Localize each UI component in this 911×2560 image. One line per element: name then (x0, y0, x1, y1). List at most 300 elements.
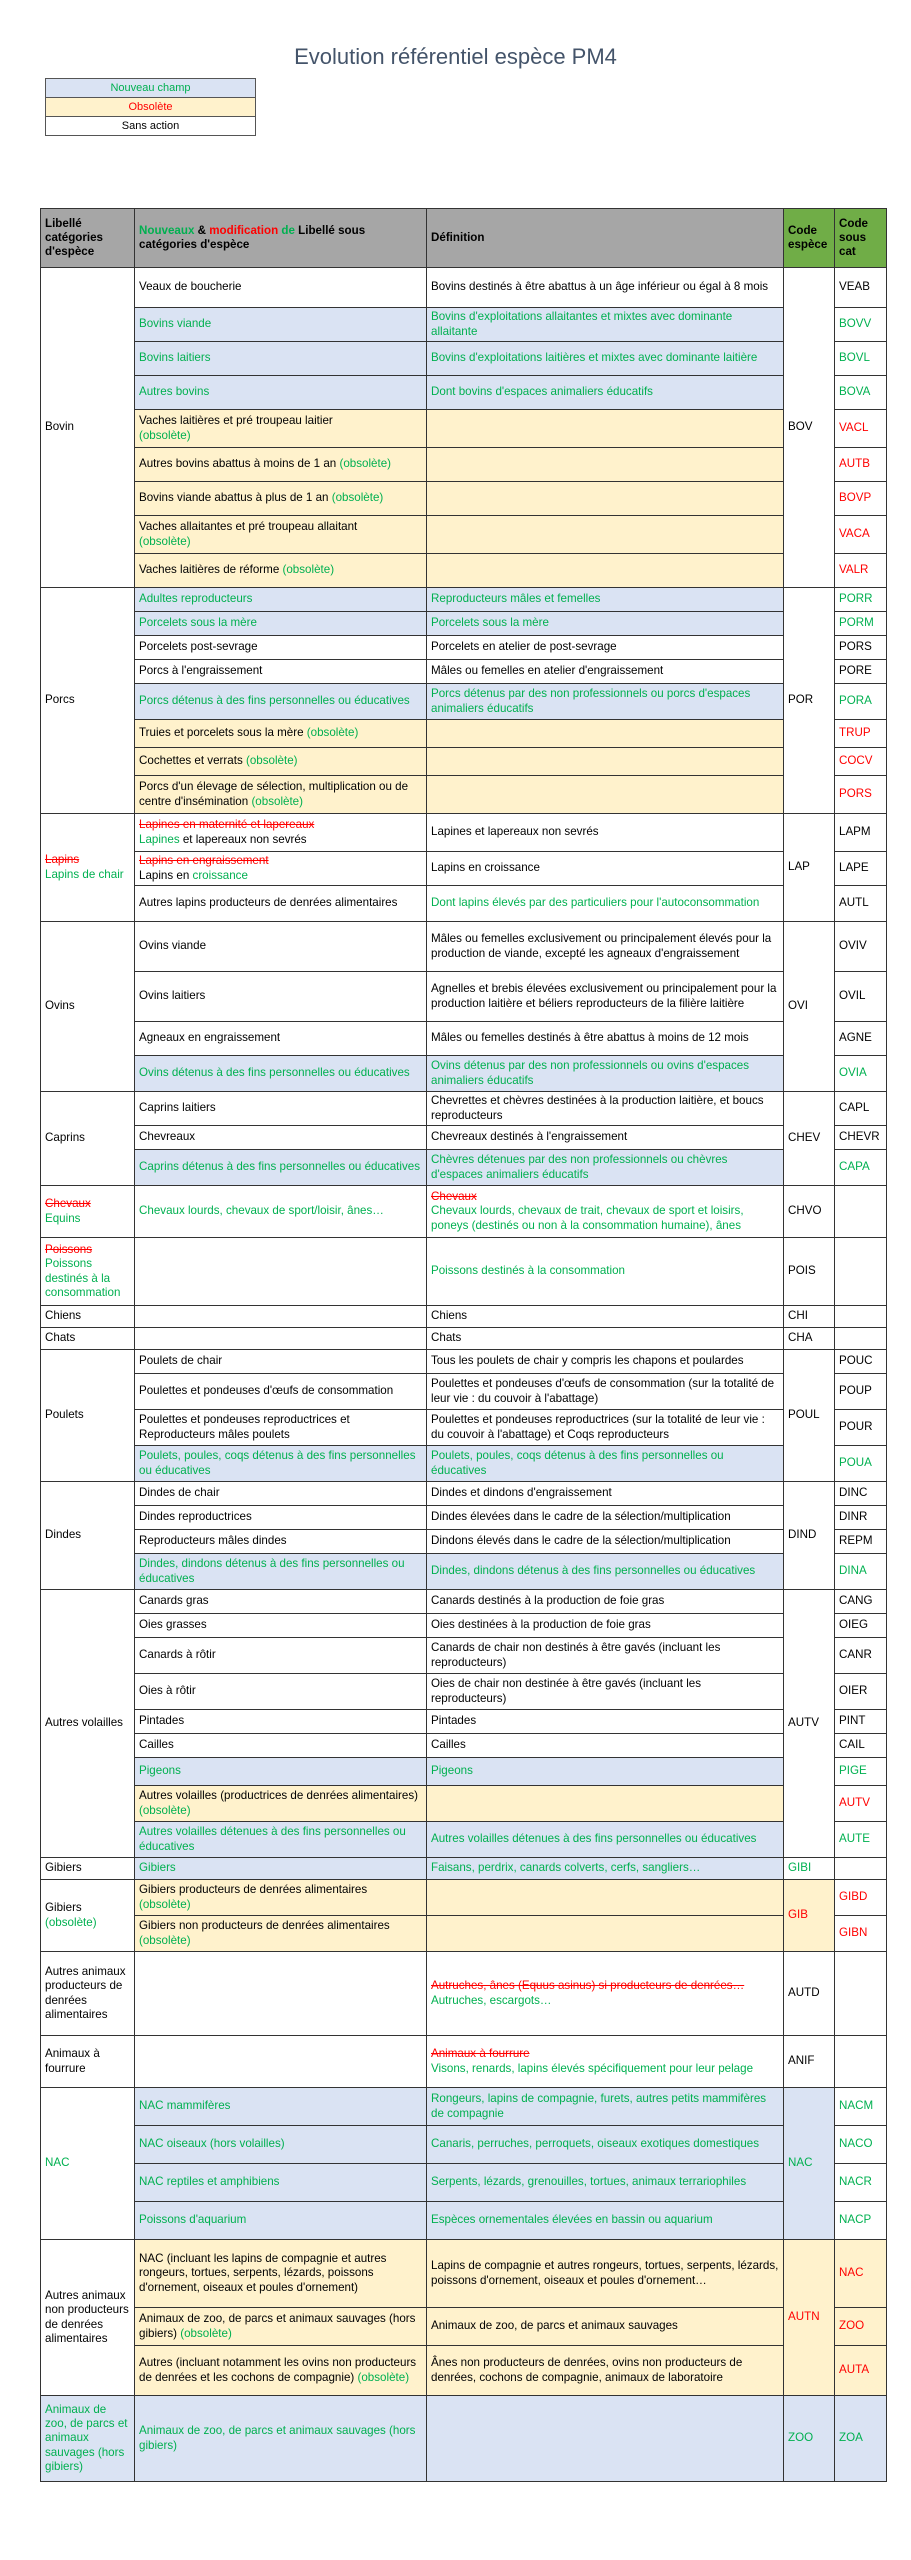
header-new: Nouveaux (139, 223, 195, 237)
subcategory: Chevaux lourds, chevaux de sport/loisir, ânes… (135, 1186, 427, 1238)
subcat-code (835, 1952, 887, 2036)
subcategory: Chevreaux (135, 1126, 427, 1150)
subcat-code: AUTB (835, 448, 887, 482)
subcategory: Poulets de chair (135, 1350, 427, 1374)
table-row (41, 1126, 887, 1150)
definition (427, 482, 784, 516)
label-rest: et lapereaux non sevrés (179, 832, 307, 846)
definition: Serpents, lézards, grenouilles, tortues, animaux terrariophiles (427, 2164, 784, 2202)
species-code: CHEV (784, 1092, 835, 1186)
table-row (41, 1328, 887, 1350)
table-row (41, 448, 887, 482)
subcat-code: PORE (835, 660, 887, 684)
subcat-code: CAPL (835, 1092, 887, 1126)
table-row (41, 776, 887, 814)
subcategory: Oies à rôtir (135, 1674, 427, 1710)
subcategory (135, 2308, 427, 2346)
subcategory: Pintades (135, 1710, 427, 1734)
definition (427, 516, 784, 554)
category-label: Ovins (41, 922, 135, 1092)
definition: Mâles ou femelles exclusivement ou principalement élevés pour la production de viande, excepté les agneaux d'engraissement (427, 922, 784, 972)
obsolete-tag: (obsolète) (245, 754, 298, 768)
species-code: BOV (784, 268, 835, 588)
table-row (41, 660, 887, 684)
subcategory (135, 1328, 427, 1350)
subcategory (135, 2346, 427, 2396)
new-label: Autruches, escargots… (431, 1993, 552, 2007)
category-label: Animaux de zoo, de parcs et animaux sauvages (hors gibiers) (41, 2396, 135, 2482)
old-label: Lapins (45, 853, 80, 867)
definition: Lapins en croissance (427, 852, 784, 886)
table-row (41, 1306, 887, 1328)
subcategory (135, 1880, 427, 1916)
table-row (41, 972, 887, 1022)
subcat-code: POUA (835, 1446, 887, 1482)
definition (427, 410, 784, 448)
header-amp: & (194, 223, 210, 237)
definition: Dindons élevés dans le cadre de la sélection/multiplication (427, 1530, 784, 1554)
subcategory (135, 776, 427, 814)
new-label: Equins (45, 1211, 81, 1225)
subcat-code: VACL (835, 410, 887, 448)
table-row (41, 1374, 887, 1410)
subcategory (135, 748, 427, 776)
subcat-code: ZOO (835, 2308, 887, 2346)
subcategory: Oies grasses (135, 1614, 427, 1638)
subcat-code: NACP (835, 2202, 887, 2240)
table-row (41, 1410, 887, 1446)
subcategory: Cailles (135, 1734, 427, 1758)
subcategory-text: Gibiers producteurs de denrées alimentaires (139, 1883, 368, 1897)
subcat-code: PORS (835, 636, 887, 660)
table-row (41, 2346, 887, 2396)
subcat-code: CANG (835, 1590, 887, 1614)
table-row (41, 1916, 887, 1952)
table-row (41, 886, 887, 922)
subcat-code: POUP (835, 1374, 887, 1410)
table-row (41, 1880, 887, 1916)
definition: Porcelets sous la mère (427, 612, 784, 636)
header-species-code: Code espèce (784, 209, 835, 268)
definition (427, 1186, 784, 1238)
definition: Chevreaux destinés à l'engraissement (427, 1126, 784, 1150)
table-row (41, 410, 887, 448)
obsolete-tag: (obsolète) (139, 1897, 191, 1911)
table-row (41, 1238, 887, 1306)
definition: Cailles (427, 1734, 784, 1758)
category-label: Bovin (41, 268, 135, 588)
header-de: de (278, 223, 299, 237)
header-label: Libellé sous catégories d'espèce (139, 223, 366, 251)
category-label: Chiens (41, 1306, 135, 1328)
header-subcategory (135, 209, 427, 268)
species-code: GIB (784, 1880, 835, 1952)
subcategory (135, 1916, 427, 1952)
definition: Dont lapins élevés par des particuliers pour l'autoconsommation (427, 886, 784, 922)
old-label: Chevaux (431, 1190, 477, 1204)
table-row (41, 1758, 887, 1786)
subcat-code: DINA (835, 1554, 887, 1590)
subcategory: Ovins détenus à des fins personnelles ou éducatives (135, 1056, 427, 1092)
table-row (41, 1350, 887, 1374)
definition (427, 2036, 784, 2088)
legend (45, 78, 256, 136)
subcategory: Poulets, poules, coqs détenus à des fins personnelles ou éducatives (135, 1446, 427, 1482)
table-row (41, 1530, 887, 1554)
definition: Canards destinés à la production de foie gras (427, 1590, 784, 1614)
subcat-code: GIBD (835, 1880, 887, 1916)
definition: Faisans, perdrix, canards colverts, cerfs, sangliers… (427, 1858, 784, 1880)
definition: Animaux de zoo, de parcs et animaux sauvages (427, 2308, 784, 2346)
subcat-code: POUC (835, 1350, 887, 1374)
subcategory-text: Truies et porcelets sous la mère (139, 726, 304, 740)
old-label: Animaux à fourrure (431, 2047, 530, 2061)
old-label: Lapines en maternité et lapereaux (139, 818, 315, 832)
table-row (41, 1590, 887, 1614)
definition: Poulettes et pondeuses reproductrices (sur la totalité de leur vie : du couvoir à l'abattage) et Coqs reproducteurs (427, 1410, 784, 1446)
subcategory: Caprins détenus à des fins personnelles ou éducatives (135, 1150, 427, 1186)
table-row (41, 342, 887, 376)
species-code: LAP (784, 814, 835, 922)
table-row (41, 1614, 887, 1638)
subcat-code: BOVL (835, 342, 887, 376)
definition: Canaris, perruches, perroquets, oiseaux exotiques domestiques (427, 2126, 784, 2164)
table-row (41, 2126, 887, 2164)
subcategory: Dindes, dindons détenus à des fins personnelles ou éducatives (135, 1554, 427, 1590)
species-code: AUTV (784, 1590, 835, 1858)
species-code: POR (784, 588, 835, 814)
subcat-code: NACM (835, 2088, 887, 2126)
definition (427, 776, 784, 814)
subcat-code: BOVV (835, 308, 887, 342)
subcategory-text: Vaches allaitantes et pré troupeau allaitant (139, 520, 358, 534)
species-code: ZOO (784, 2396, 835, 2482)
subcat-code: POUR (835, 1410, 887, 1446)
category-label (41, 814, 135, 922)
subcategory: Poissons d'aquarium (135, 2202, 427, 2240)
table-row (41, 2240, 887, 2308)
definition: Chiens (427, 1306, 784, 1328)
species-code: CHA (784, 1328, 835, 1350)
species-code: CHI (784, 1306, 835, 1328)
subcategory (135, 852, 427, 886)
subcat-code: LAPM (835, 814, 887, 852)
definition: Porcelets en atelier de post-sevrage (427, 636, 784, 660)
definition (427, 1916, 784, 1952)
definition: Tous les poulets de chair y compris les chapons et poulardes (427, 1350, 784, 1374)
subcat-code (835, 1858, 887, 1880)
table-row (41, 852, 887, 886)
definition: Poulettes et pondeuses d'œufs de consommation (sur la totalité de leur vie : du couvoir à l'abattage) (427, 1374, 784, 1410)
definition (427, 1952, 784, 2036)
subcategory-text: Vaches laitières de réforme (139, 563, 280, 577)
definition: Lapines et lapereaux non sevrés (427, 814, 784, 852)
species-code: OVI (784, 922, 835, 1092)
subcat-code: NACO (835, 2126, 887, 2164)
table-row (41, 2308, 887, 2346)
subcategory: Autres lapins producteurs de denrées alimentaires (135, 886, 427, 922)
subcategory (135, 1238, 427, 1306)
subcategory-text: Autres (incluant notamment les ovins non producteurs de denrées et les cochons de compagnie) (139, 2356, 417, 2384)
category-label: Porcs (41, 588, 135, 814)
subcat-code: AUTL (835, 886, 887, 922)
table-row (41, 376, 887, 410)
definition (427, 1880, 784, 1916)
subcat-code: TRUP (835, 720, 887, 748)
table-row (41, 308, 887, 342)
table-row (41, 1734, 887, 1758)
subcategory (135, 1306, 427, 1328)
subcat-code: AUTA (835, 2346, 887, 2396)
subcategory: Bovins viande (135, 308, 427, 342)
category-label: Gibiers (41, 1858, 135, 1880)
subcat-code: REPM (835, 1530, 887, 1554)
definition: Poulets, poules, coqs détenus à des fins personnelles ou éducatives (427, 1446, 784, 1482)
table-row (41, 2396, 887, 2482)
table-row (41, 1554, 887, 1590)
table-row (41, 748, 887, 776)
subcategory: Porcelets post-sevrage (135, 636, 427, 660)
subcat-code: OIER (835, 1674, 887, 1710)
table-row (41, 2036, 887, 2088)
subcategory-text: Gibiers non producteurs de denrées alimentaires (139, 1919, 390, 1933)
obsolete-tag: (obsolète) (282, 563, 335, 577)
table-row (41, 1056, 887, 1092)
species-code: AUTN (784, 2240, 835, 2396)
header-subcat-code: Code sous cat (835, 209, 887, 268)
subcategory-text: Autres volailles (productrices de denrées alimentaires) (139, 1789, 419, 1803)
obsolete-tag: (obsolète) (139, 1933, 191, 1947)
header-definition: Définition (427, 209, 784, 268)
subcategory: Pigeons (135, 1758, 427, 1786)
definition: Agnelles et brebis élevées exclusivement ou principalement pour la production laitière et béliers reproducteurs de la filière laitière (427, 972, 784, 1022)
old-label: Lapins en engraissement (139, 854, 269, 868)
subcategory: Canards gras (135, 1590, 427, 1614)
new-label: Visons, renards, lapins élevés spécifiquement pour leur pelage (431, 2061, 754, 2075)
definition: Bovins d'exploitations allaitantes et mixtes avec dominante allaitante (427, 308, 784, 342)
subcat-code: CHEVR (835, 1126, 887, 1150)
table-row (41, 1186, 887, 1238)
definition: Porcs détenus par des non professionnels ou porcs d'espaces animaliers éducatifs (427, 684, 784, 720)
definition (427, 1786, 784, 1822)
subcategory-text: Cochettes et verrats (139, 754, 243, 768)
table-row (41, 1150, 887, 1186)
subcategory: Porcs détenus à des fins personnelles ou éducatives (135, 684, 427, 720)
species-code: GIBI (784, 1858, 835, 1880)
category-label: Caprins (41, 1092, 135, 1186)
category-label: Dindes (41, 1482, 135, 1590)
species-table (40, 208, 887, 2482)
definition: Lapins de compagnie et autres rongeurs, tortues, serpents, lézards, poissons d'ornement, oiseaux et poules d'ornement… (427, 2240, 784, 2308)
subcategory (135, 448, 427, 482)
definition: Rongeurs, lapins de compagnie, furets, autres petits mammifères de compagnie (427, 2088, 784, 2126)
subcategory: Autres bovins (135, 376, 427, 410)
legend-none: Sans action (46, 117, 256, 136)
obsolete-tag: (obsolète) (45, 1915, 97, 1929)
subcat-code: OIEG (835, 1614, 887, 1638)
definition: Espèces ornementales élevées en bassin ou aquarium (427, 2202, 784, 2240)
table-header (41, 209, 887, 268)
subcat-code: OVIV (835, 922, 887, 972)
species-code: ANIF (784, 2036, 835, 2088)
definition: Oies de chair non destinée à être gavés (incluant les reproducteurs) (427, 1674, 784, 1710)
subcategory: Dindes de chair (135, 1482, 427, 1506)
old-label: Autruches, ânes (Equus asinus) si producteurs de denrées… (431, 1979, 745, 1993)
subcat-code (835, 1306, 887, 1328)
definition: Bovins d'exploitations laitières et mixtes avec dominante laitière (427, 342, 784, 376)
table-row (41, 268, 887, 308)
subcat-code (835, 1238, 887, 1306)
subcategory: Poulettes et pondeuses d'œufs de consommation (135, 1374, 427, 1410)
subcat-code: COCV (835, 748, 887, 776)
subcat-code: CANR (835, 1638, 887, 1674)
table-row (41, 554, 887, 588)
subcat-code: CAIL (835, 1734, 887, 1758)
subcategory (135, 720, 427, 748)
definition: Pigeons (427, 1758, 784, 1786)
subcat-code: CAPA (835, 1150, 887, 1186)
subcategory: Agneaux en engraissement (135, 1022, 427, 1056)
table-row (41, 1786, 887, 1822)
category-text: Gibiers (45, 1901, 82, 1915)
obsolete-tag: (obsolète) (180, 2326, 232, 2340)
obsolete-tag: (obsolète) (331, 491, 384, 505)
subcat-code: AGNE (835, 1022, 887, 1056)
table-row (41, 636, 887, 660)
subcat-code: PINT (835, 1710, 887, 1734)
subcategory: Ovins laitiers (135, 972, 427, 1022)
subcat-code: PORR (835, 588, 887, 612)
definition: Ovins détenus par des non professionnels ou ovins d'espaces animaliers éducatifs (427, 1056, 784, 1092)
subcategory-text: Autres bovins abattus à moins de 1 an (139, 457, 337, 471)
subcat-code: VEAB (835, 268, 887, 308)
subcat-code: PORS (835, 776, 887, 814)
legend-obsolete: Obsolète (46, 98, 256, 117)
definition (427, 2396, 784, 2482)
obsolete-tag: (obsolète) (251, 794, 303, 808)
definition: Poissons destinés à la consommation (427, 1238, 784, 1306)
header-modif: modification (209, 223, 279, 237)
obsolete-tag: (obsolète) (139, 1803, 191, 1817)
table-row (41, 1710, 887, 1734)
header-category: Libellé catégories d'espèce (41, 209, 135, 268)
table-row (41, 482, 887, 516)
subcat-code (835, 1328, 887, 1350)
subcategory (135, 2036, 427, 2088)
subcategory: NAC oiseaux (hors volailles) (135, 2126, 427, 2164)
subcat-code (835, 1186, 887, 1238)
subcategory: NAC reptiles et amphibiens (135, 2164, 427, 2202)
obsolete-tag: (obsolète) (139, 534, 191, 548)
subcat-code (835, 2036, 887, 2088)
species-code: DIND (784, 1482, 835, 1590)
subcategory (135, 554, 427, 588)
definition: Chats (427, 1328, 784, 1350)
subcat-code: PORM (835, 612, 887, 636)
category-label: Chats (41, 1328, 135, 1350)
table-row (41, 1446, 887, 1482)
definition: Canards de chair non destinés à être gavés (incluant les reproducteurs) (427, 1638, 784, 1674)
subcat-code: GIBN (835, 1916, 887, 1952)
subcategory: Bovins laitiers (135, 342, 427, 376)
species-code: POUL (784, 1350, 835, 1482)
table-row (41, 1822, 887, 1858)
table-row (41, 2202, 887, 2240)
subcat-code: OVIA (835, 1056, 887, 1092)
category-label: Autres animaux non producteurs de denrées alimentaires (41, 2240, 135, 2396)
new-label: Chevaux lourds, chevaux de trait, chevaux de sport et loisirs, poneys (destinés ou non à la consommation humaine), ânes (431, 1204, 744, 1232)
obsolete-tag: (obsolète) (139, 428, 191, 442)
subcategory: Canards à rôtir (135, 1638, 427, 1674)
subcat-code: BOVP (835, 482, 887, 516)
subcategory (135, 482, 427, 516)
subcategory: NAC mammifères (135, 2088, 427, 2126)
table-row (41, 612, 887, 636)
category-label: Autres animaux producteurs de denrées alimentaires (41, 1952, 135, 2036)
subcat-code: BOVA (835, 376, 887, 410)
species-code: NAC (784, 2088, 835, 2240)
subcategory: Reproducteurs mâles dindes (135, 1530, 427, 1554)
obsolete-tag: (obsolète) (357, 2370, 410, 2384)
subcategory (135, 516, 427, 554)
table-row (41, 720, 887, 748)
definition: Reproducteurs mâles et femelles (427, 588, 784, 612)
table-row (41, 516, 887, 554)
subcategory: Poulettes et pondeuses reproductrices et Reproducteurs mâles poulets (135, 1410, 427, 1446)
subcategory (135, 410, 427, 448)
table-row (41, 814, 887, 852)
subcat-code: DINC (835, 1482, 887, 1506)
definition: Dindes et dindons d'engraissement (427, 1482, 784, 1506)
category-label (41, 1186, 135, 1238)
subcat-code: PORA (835, 684, 887, 720)
table-row (41, 1022, 887, 1056)
definition: Mâles ou femelles en atelier d'engraissement (427, 660, 784, 684)
definition: Chèvres détenues par des non professionnels ou chèvres d'espaces animaliers éducatifs (427, 1150, 784, 1186)
table-row (41, 1092, 887, 1126)
page-title: Evolution référentiel espèce PM4 (294, 44, 617, 69)
category-label (41, 1238, 135, 1306)
subcat-code: ZOA (835, 2396, 887, 2482)
definition: Mâles ou femelles destinés à être abattus à moins de 12 mois (427, 1022, 784, 1056)
species-code: CHVO (784, 1186, 835, 1238)
subcat-code: VACA (835, 516, 887, 554)
definition (427, 748, 784, 776)
legend-new: Nouveau champ (46, 79, 256, 98)
new-label: Poissons destinés à la consommation (45, 1257, 121, 1299)
label-start: Lapins en (139, 868, 193, 882)
subcat-code: NACR (835, 2164, 887, 2202)
definition: Chevrettes et chèvres destinées à la production laitière, et boucs reproducteurs (427, 1092, 784, 1126)
subcategory (135, 814, 427, 852)
subcat-code: NAC (835, 2240, 887, 2308)
old-label: Chevaux (45, 1197, 91, 1211)
subcategory-text: Bovins viande abattus à plus de 1 an (139, 491, 329, 505)
table-row (41, 1858, 887, 1880)
subcat-code: DINR (835, 1506, 887, 1530)
table-row (41, 922, 887, 972)
table-row (41, 588, 887, 612)
species-code: POIS (784, 1238, 835, 1306)
species-code: AUTD (784, 1952, 835, 2036)
table-row (41, 1674, 887, 1710)
category-label (41, 1880, 135, 1952)
subcat-code: LAPE (835, 852, 887, 886)
subcat-code: AUTE (835, 1822, 887, 1858)
new-label: croissance (192, 868, 248, 882)
old-label: Poissons (45, 1243, 93, 1257)
subcategory: Gibiers (135, 1858, 427, 1880)
